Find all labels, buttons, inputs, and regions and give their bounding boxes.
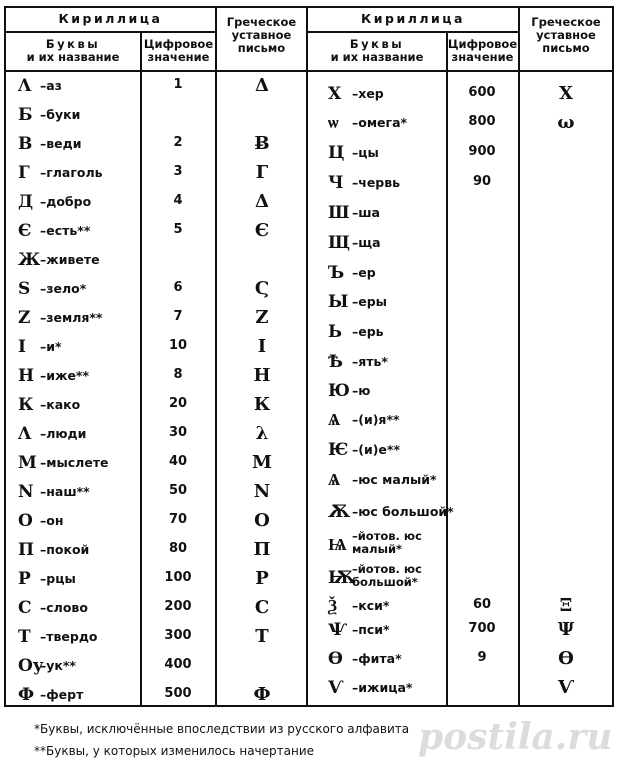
letter-glyph: Ѧ: [328, 470, 341, 490]
letter-glyph: Щ: [328, 233, 350, 253]
header-letters-right: [308, 38, 446, 64]
numeric-value: 3: [173, 164, 183, 179]
greek-glyph: Ф: [253, 684, 271, 705]
greek-glyph: С: [254, 597, 270, 618]
divider-center: [306, 6, 308, 706]
numeric-value: 40: [168, 454, 188, 469]
header-numeric-line2: значение: [147, 50, 210, 64]
header-greek-right: [520, 16, 612, 55]
letter-glyph: Λ: [18, 76, 32, 96]
numeric-value: 500: [164, 686, 192, 701]
header-greek-left: [217, 16, 306, 55]
letter-name: –кси*: [352, 598, 390, 613]
letter-glyph: В: [18, 134, 33, 154]
header-numeric-line1: Цифровое: [447, 37, 518, 51]
table-border-left: [4, 6, 6, 706]
numeric-value: 60: [472, 597, 492, 612]
letter-glyph: О: [18, 511, 33, 531]
letter-name: –ер: [352, 265, 376, 280]
letter-glyph: Ц: [328, 143, 345, 163]
letter-name: –цы: [352, 145, 379, 160]
header-letters-line1: Буквы: [349, 37, 405, 51]
greek-glyph: ω: [557, 112, 575, 133]
letter-name: –ша: [352, 205, 380, 220]
table-border-bottom: [4, 705, 614, 707]
letter-glyph: Т: [18, 627, 31, 647]
letter-glyph: С: [18, 598, 32, 618]
header-subdivider-left: [4, 31, 217, 33]
letter-name: –люди: [40, 426, 87, 441]
letter-glyph: Ж: [18, 250, 41, 270]
divider-right-numeric: [518, 6, 520, 706]
greek-glyph: N: [253, 481, 271, 502]
greek-glyph: λ: [255, 423, 269, 444]
numeric-value: 1: [173, 77, 183, 92]
numeric-value: 2: [173, 135, 183, 150]
letter-glyph: Ѧ: [328, 410, 341, 430]
greek-glyph: Ϛ: [254, 278, 270, 299]
greek-glyph: Ƀ: [254, 133, 270, 154]
numeric-value: 300: [164, 628, 192, 643]
letter-glyph: І: [18, 337, 26, 357]
numeric-value: 90: [472, 174, 492, 189]
letter-glyph: Ѩ: [328, 535, 347, 555]
greek-glyph: Ζ: [255, 307, 269, 328]
header-greek-line3: письмо: [237, 41, 286, 55]
letter-glyph: Ю: [328, 381, 350, 401]
letter-name: –йотов. юс малый*: [352, 529, 422, 556]
letter-glyph: Ѳ: [328, 649, 343, 669]
letter-glyph: П: [18, 540, 35, 560]
letter-glyph: Ы: [328, 292, 349, 312]
header-greek-line2: уставное: [536, 28, 596, 42]
letter-name: –аз: [40, 78, 62, 93]
greek-glyph: Ψ: [557, 619, 575, 640]
greek-glyph: Р: [255, 568, 269, 589]
letter-glyph: Ѵ: [328, 678, 344, 698]
greek-glyph: Х: [559, 83, 573, 104]
letter-glyph: Ь: [328, 322, 343, 342]
header-greek-line1: Греческое: [531, 15, 601, 29]
greek-glyph: Н: [253, 365, 271, 386]
letter-glyph: Ѕ: [18, 279, 31, 299]
letter-name: –йотов. юс большой*: [352, 562, 422, 589]
numeric-value: 70: [168, 512, 188, 527]
letter-name: –ук**: [40, 658, 76, 673]
letter-glyph: Ζ: [18, 308, 31, 328]
letter-name: –ща: [352, 235, 381, 250]
letter-name: –како: [40, 397, 81, 412]
letter-name: –зело*: [40, 281, 87, 296]
letter-name: –добро: [40, 194, 92, 209]
numeric-value: 700: [468, 621, 496, 636]
letter-glyph: М: [18, 453, 37, 473]
letter-glyph: Ρ: [18, 569, 31, 589]
divider-left-letters: [140, 32, 142, 706]
letter-glyph: Г: [18, 163, 30, 183]
letter-glyph: Ѣ: [328, 352, 343, 372]
greek-glyph: Δ: [255, 75, 269, 96]
letter-glyph: Оу: [18, 656, 44, 676]
greek-glyph: М: [252, 452, 272, 473]
divider-right-letters: [446, 32, 448, 706]
header-greek-line3: письмо: [542, 41, 590, 55]
header-letters-line2: и их название: [330, 50, 424, 64]
numeric-value: 8: [173, 367, 183, 382]
table-border-right: [612, 6, 614, 706]
letter-glyph: Ш: [328, 203, 350, 223]
numeric-value: 7: [173, 309, 183, 324]
letter-name: –(и)е**: [352, 442, 400, 457]
header-greek-line1: Греческое: [226, 15, 297, 29]
letter-name: –ять*: [352, 354, 388, 369]
numeric-value: 9: [477, 650, 487, 665]
letter-name: –наш**: [40, 484, 90, 499]
letter-glyph: Х: [328, 84, 342, 104]
numeric-value: 800: [468, 114, 496, 129]
letter-glyph: Б: [18, 105, 33, 125]
letter-name: –(и)я**: [352, 412, 400, 427]
letter-glyph: Ъ: [328, 263, 345, 283]
letter-name: –мыслете: [40, 455, 109, 470]
letter-name: –иже**: [40, 368, 89, 383]
letter-glyph: Є: [18, 221, 32, 241]
letter-glyph: Ф: [18, 685, 35, 705]
header-greek-line2: уставное: [231, 28, 292, 42]
letter-name: –твердо: [40, 629, 98, 644]
numeric-value: 400: [164, 657, 192, 672]
letter-glyph: ѡ: [328, 113, 339, 133]
letter-name: –ижица*: [352, 680, 413, 695]
divider-left-numeric: [215, 6, 217, 706]
header-bottom-line: [4, 70, 614, 72]
letter-name: –слово: [40, 600, 88, 615]
numeric-value: 6: [173, 280, 183, 295]
greek-glyph: Ѳ: [558, 648, 574, 669]
letter-name: –омега*: [352, 115, 408, 130]
header-letters-line2: и их название: [26, 50, 120, 64]
watermark-logo: postila.ru: [418, 716, 613, 758]
greek-glyph: О: [254, 510, 270, 531]
letter-glyph: Ѥ: [328, 440, 349, 460]
letter-glyph: Ѫ: [328, 502, 351, 522]
numeric-value: 100: [164, 570, 192, 585]
numeric-value: 10: [168, 338, 188, 353]
numeric-value: 900: [468, 144, 496, 159]
letter-name: –буки: [40, 107, 81, 122]
letter-glyph: Д: [18, 192, 34, 212]
greek-glyph: Ξ: [559, 595, 573, 616]
letter-glyph: К: [18, 395, 34, 415]
letter-name: –ферт: [40, 687, 84, 702]
letter-name: –юс малый*: [352, 472, 437, 487]
letter-name: –земля**: [40, 310, 103, 325]
header-letters-line1: Буквы: [45, 37, 101, 51]
header-numeric-right: [447, 38, 518, 64]
letter-name: –червь: [352, 175, 401, 190]
numeric-value: 600: [468, 85, 496, 100]
header-letters-left: [6, 38, 140, 64]
letter-name: –покой: [40, 542, 90, 557]
letter-name: –веди: [40, 136, 82, 151]
letter-name: –и*: [40, 339, 62, 354]
letter-glyph: Ч: [328, 173, 344, 193]
letter-name: –ю: [352, 383, 371, 398]
footnote-two-star: **Буквы, у которых изменилось начертание: [34, 744, 315, 758]
header-subdivider-right: [306, 31, 520, 33]
letter-name: –глаголь: [40, 165, 103, 180]
numeric-value: 4: [173, 193, 183, 208]
letter-glyph: N: [18, 482, 34, 502]
letter-name: –хер: [352, 86, 384, 101]
letter-glyph: Λ: [18, 424, 32, 444]
letter-glyph: Ѯ: [328, 596, 337, 616]
letter-name: –юс большой*: [352, 504, 454, 519]
letter-name: –рцы: [40, 571, 76, 586]
greek-glyph: П: [253, 539, 271, 560]
greek-glyph: К: [253, 394, 271, 415]
letter-name: –ерь: [352, 324, 384, 339]
letter-glyph: Н: [18, 366, 35, 386]
letter-name: –фита*: [352, 651, 402, 666]
letter-name: –живете: [40, 252, 100, 267]
greek-glyph: Є: [254, 220, 270, 241]
numeric-value: 5: [173, 222, 183, 237]
greek-glyph: Δ: [255, 191, 269, 212]
header-numeric-left: [142, 38, 215, 64]
letter-glyph: Ѭ: [328, 568, 356, 588]
letter-name: –он: [40, 513, 64, 528]
footnote-one-star: *Буквы, исключённые впоследствии из русского алфавита: [34, 722, 410, 736]
numeric-value: 20: [168, 396, 188, 411]
greek-glyph: Ѵ: [557, 677, 575, 698]
numeric-value: 50: [168, 483, 188, 498]
header-numeric-line1: Цифровое: [143, 37, 214, 51]
letter-name: –еры: [352, 294, 387, 309]
greek-glyph: І: [257, 336, 267, 357]
greek-glyph: Т: [255, 626, 269, 647]
letter-name: –пси*: [352, 622, 390, 637]
numeric-value: 30: [168, 425, 188, 440]
letter-name: –есть**: [40, 223, 91, 238]
table-border-top: [4, 6, 614, 8]
header-numeric-line2: значение: [451, 50, 514, 64]
header-cyrillic-right: Кириллица: [361, 11, 465, 26]
greek-glyph: Г: [255, 162, 269, 183]
numeric-value: 80: [168, 541, 188, 556]
letter-glyph: Ѱ: [328, 620, 347, 640]
numeric-value: 200: [164, 599, 192, 614]
header-cyrillic-left: Кириллица: [58, 11, 163, 26]
